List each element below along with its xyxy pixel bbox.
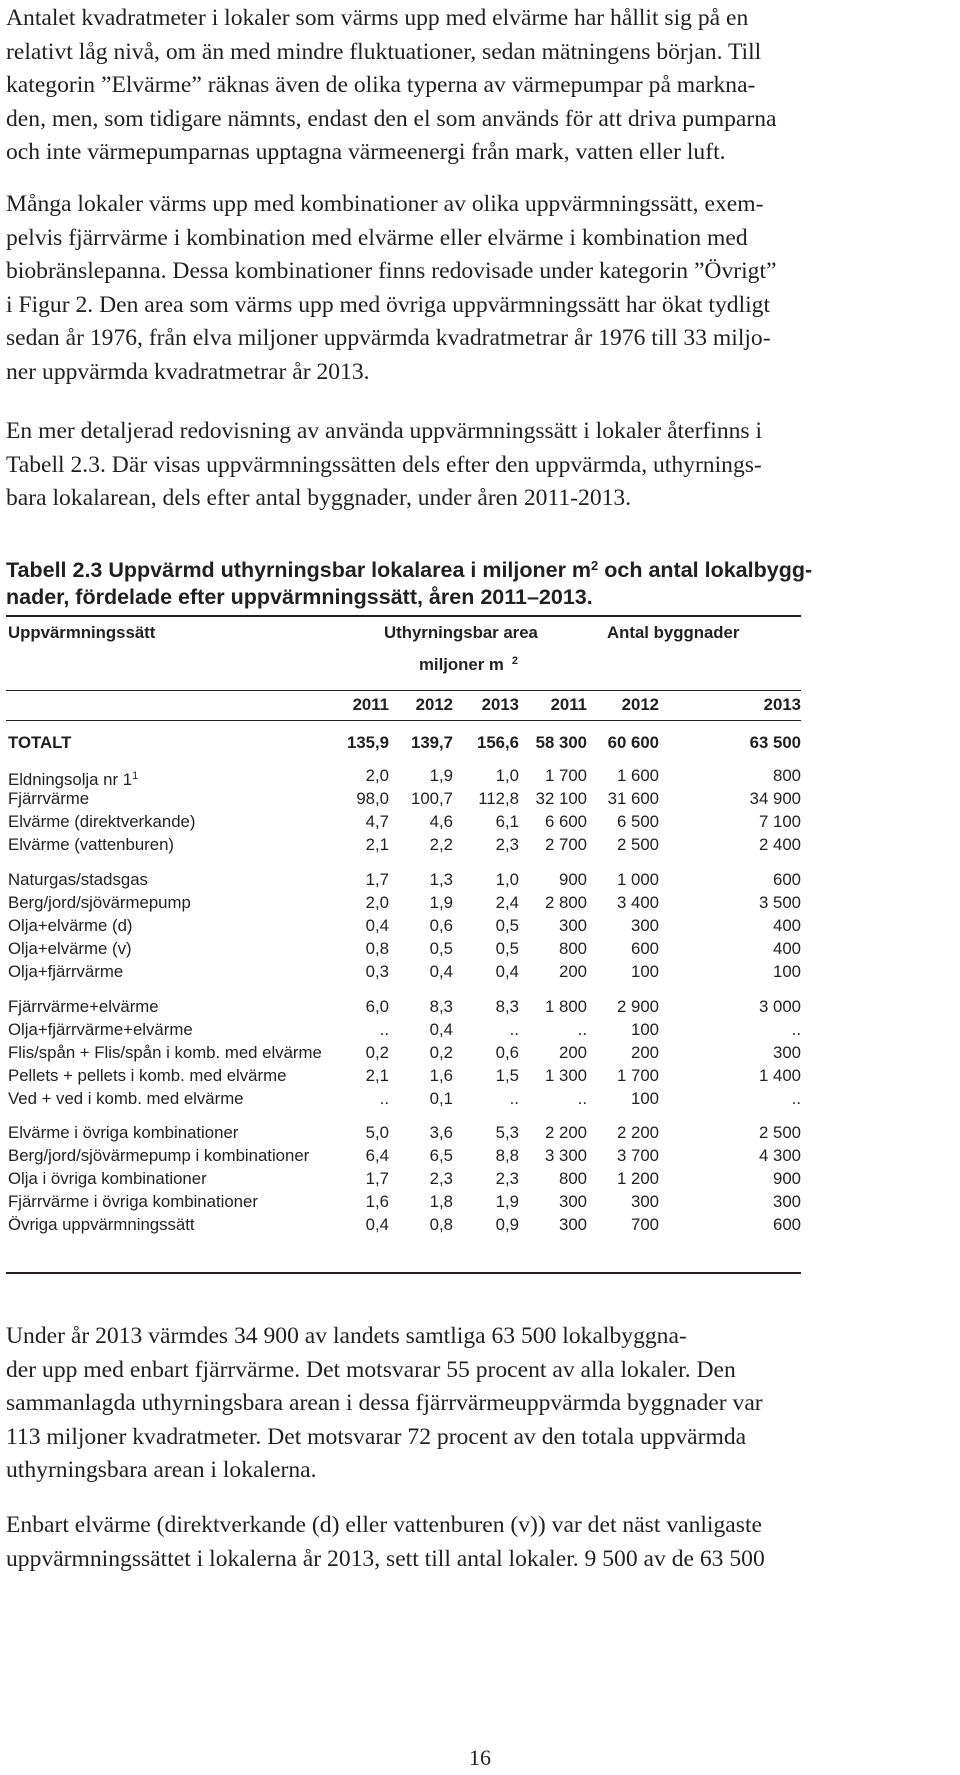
table-cell: 8,3	[429, 997, 453, 1016]
paragraph-4	[6, 1320, 954, 1488]
table-cell: 156,6	[477, 733, 519, 752]
table-cell: 2012	[415, 695, 453, 714]
row-label: Olja i övriga kombinationer	[8, 1169, 207, 1188]
text-line: och inte värmepumparnas upptagna värmeenergi från mark, vatten eller luft.	[6, 139, 726, 165]
table-cell: 2,4	[495, 893, 519, 912]
table-cell: 4,6	[429, 812, 453, 831]
table-cell: 900	[559, 870, 587, 889]
table-cell: 0,5	[429, 939, 453, 958]
text-line: ner uppvärmda kvadratmetrar år 2013.	[6, 358, 370, 385]
column-header-heating: Uppvärmningssätt	[8, 623, 156, 642]
text-line: sammanlagda uthyrningsbara arean i dessa fjärrvärmeuppvärmda byggnader var	[6, 1390, 763, 1416]
year-lower-rule	[6, 720, 801, 721]
row-label: Flis/spån + Flis/spån i komb. med elvärme	[8, 1043, 322, 1062]
table-cell: 6,1	[495, 812, 519, 831]
table-cell: 1,0	[495, 870, 519, 889]
row-label: Övriga uppvärmningssätt	[8, 1215, 195, 1234]
table-cell: 300	[559, 1192, 587, 1211]
row-label: Naturgas/stadsgas	[8, 870, 148, 889]
table-cell: 1,7	[365, 870, 389, 889]
table-cell: 600	[631, 939, 659, 958]
table-cell: 4,7	[365, 812, 389, 831]
table-cell: 0,3	[365, 962, 389, 981]
row-label: Olja+fjärrvärme+elvärme	[8, 1020, 193, 1039]
table-cell: 2,3	[495, 1169, 519, 1188]
table-cell: 1,7	[365, 1169, 389, 1188]
text-line: biobränslepanna. Dessa kombinationer finns redovisade under kategorin ”Övrigt”	[6, 258, 777, 284]
table-cell: 1,3	[429, 870, 453, 889]
table-cell: 100	[631, 1020, 659, 1039]
text-line: 113 miljoner kvadratmeter. Det motsvarar 72 procent av den totala uppvärmda	[6, 1423, 747, 1450]
row-label: Fjärrvärme i övriga kombinationer	[8, 1192, 258, 1211]
caption-line-1: Tabell 2.3 Uppvärmd uthyrningsbar lokalarea i miljoner $m^2$ och antal lokalbygg-	[6, 558, 813, 582]
table-cell: 2 700	[545, 835, 587, 854]
table-cell: 2 400	[759, 835, 801, 854]
table-cell: 100,7	[411, 789, 453, 808]
table-cell: ..	[791, 1089, 801, 1108]
paragraph-2	[6, 188, 954, 389]
row-label: Olja+fjärrvärme	[8, 962, 124, 981]
table-bottom-rule	[6, 1272, 801, 1274]
row-label: Olja+elvärme (d)	[8, 916, 133, 935]
column-header-area: Uthyrningsbar area	[384, 623, 538, 642]
table-cell: 300	[559, 916, 587, 935]
table-cell: 0,5	[495, 916, 519, 935]
table-cell: 400	[773, 916, 801, 935]
table-cell: ..	[509, 1089, 519, 1108]
row-label: Elvärme (vattenburen)	[8, 835, 175, 854]
table-cell: 0,6	[495, 1043, 519, 1062]
table-cell: ..	[791, 1020, 801, 1039]
table-caption	[6, 552, 936, 611]
table-cell: 2 200	[617, 1123, 659, 1142]
table-cell: 0,8	[365, 939, 389, 958]
paragraph-3	[6, 415, 954, 516]
table-cell: 0,9	[495, 1215, 519, 1234]
table-cell: 1 300	[545, 1066, 587, 1085]
table-cell: 400	[773, 939, 801, 958]
table-cell: 1,9	[429, 766, 453, 785]
table-cell: 2 800	[545, 893, 587, 912]
table-cell: 600	[773, 1215, 801, 1234]
table-cell: 2013	[763, 695, 801, 714]
table-cell: 900	[773, 1169, 801, 1188]
table-cell: 34 900	[749, 789, 801, 808]
table-cell: 1,8	[429, 1192, 453, 1211]
table-cell: 100	[631, 962, 659, 981]
table-cell: 7 100	[759, 812, 801, 831]
text-line: uppvärmningssättet i lokalerna år 2013, sett till antal lokaler. 9 500 av de 63 500	[6, 1545, 765, 1572]
text-line: i Figur 2. Den area som värms upp med övriga uppvärmningssätt har ökat tydligt	[6, 291, 771, 318]
table-cell: 2 500	[617, 835, 659, 854]
table-cell: 2,3	[429, 1169, 453, 1188]
table-cell: 112,8	[478, 789, 519, 808]
table-cell: ..	[577, 1020, 587, 1039]
table-cell: 1,6	[365, 1192, 389, 1211]
table-cell: 3 500	[759, 893, 801, 912]
page-number: 16	[469, 1745, 491, 1770]
table-cell: 700	[631, 1215, 659, 1234]
table-cell: 1,5	[495, 1066, 519, 1085]
row-label: Olja+elvärme (v)	[8, 939, 132, 958]
caption-line-2: nader, fördelade efter uppvärmningssätt, åren 2011–2013.	[6, 585, 593, 609]
table-cell: 200	[631, 1043, 659, 1062]
text-line: Enbart elvärme (direktverkande (d) eller vattenburen (v)) var det näst vanligaste	[6, 1512, 762, 1538]
table-cell: 2011	[352, 695, 389, 714]
table-cell: 2,1	[365, 835, 389, 854]
table-cell: 2 500	[759, 1123, 801, 1142]
row-label: Fjärrvärme	[8, 789, 90, 808]
table-cell: 0,8	[429, 1215, 453, 1234]
table-cell: 1 700	[617, 1066, 659, 1085]
row-label: Elvärme i övriga kombinationer	[8, 1123, 239, 1142]
table-cell: 8,8	[495, 1146, 519, 1165]
text-line: kategorin ”Elvärme” räknas även de olika typerna av värmepumpar på markna-	[6, 72, 756, 98]
footnote-marker: 1	[132, 770, 139, 782]
table-cell: 3 400	[617, 893, 659, 912]
table-cell: 2,0	[365, 893, 389, 912]
text-line: uthyrningsbara arean i lokalerna.	[6, 1457, 317, 1483]
table-cell: 0,2	[365, 1043, 389, 1062]
text-line: bara lokalarean, dels efter antal byggnader, under åren 2011-2013.	[6, 485, 632, 511]
text-line: Tabell 2.3. Där visas uppvärmningssätten dels efter den uppvärmda, uthyrnings-	[6, 451, 762, 478]
table-cell: 3 300	[545, 1146, 587, 1165]
table-cell: 0,4	[365, 916, 389, 935]
table-cell: 0,4	[429, 1020, 453, 1039]
table-cell: 60 600	[607, 733, 659, 752]
table-cell: 0,1	[429, 1089, 453, 1108]
paragraph-1	[6, 2, 954, 170]
text-line: Under år 2013 värmdes 34 900 av landets samtliga 63 500 lokalbyggna-	[6, 1323, 687, 1349]
table-cell: 100	[773, 962, 801, 981]
table-cell: 1 400	[759, 1066, 801, 1085]
table-cell: 800	[773, 766, 801, 785]
table-cell: 1 200	[617, 1169, 659, 1188]
row-label: Pellets + pellets i komb. med elvärme	[8, 1066, 287, 1085]
paragraph-5	[6, 1509, 954, 1576]
table-cell: 3 000	[759, 997, 801, 1016]
table-cell: 300	[773, 1043, 801, 1062]
table-cell: 5,3	[495, 1123, 519, 1142]
table-cell: 300	[631, 916, 659, 935]
table-cell: 2 900	[617, 997, 659, 1016]
table-cell: 32 100	[535, 789, 587, 808]
column-header-buildings: Antal byggnader	[607, 623, 740, 642]
text-line: pelvis fjärrvärme i kombination med elvärme eller elvärme i kombination med	[6, 224, 748, 251]
table-cell: 4 300	[759, 1146, 801, 1165]
table-cell: 2013	[481, 695, 519, 714]
heating-table	[6, 615, 801, 1275]
table-cell: 1 700	[545, 766, 587, 785]
row-label: TOTALT	[8, 733, 72, 752]
text-line: En mer detaljerad redovisning av använda uppvärmningssätt i lokaler återfinns i	[6, 418, 763, 444]
table-cell: 0,5	[495, 939, 519, 958]
row-label: Ved + ved i komb. med elvärme	[8, 1089, 244, 1108]
table-cell: 300	[559, 1215, 587, 1234]
table-cell: 2012	[621, 695, 659, 714]
table-cell: 0,6	[429, 916, 453, 935]
caption-superscript: 2	[591, 558, 599, 573]
table-cell: 31 600	[607, 789, 659, 808]
table-cell: ..	[379, 1089, 389, 1108]
text-line: Många lokaler värms upp med kombinationer av olika uppvärmningssätt, exem-	[6, 191, 764, 217]
table-cell: 300	[773, 1192, 801, 1211]
text-line: den, men, som tidigare nämnts, endast den el som används för att driva pumparna	[6, 105, 777, 132]
table-top-rule	[6, 615, 801, 617]
table-cell: 2011	[550, 695, 587, 714]
table-cell: 6,4	[365, 1146, 389, 1165]
table-cell: 1 800	[545, 997, 587, 1016]
table-cell: 135,9	[347, 733, 389, 752]
table-cell: 6 500	[617, 812, 659, 831]
row-label: Berg/jord/sjövärmepump i kombinationer	[8, 1146, 310, 1165]
table-cell: 98,0	[356, 789, 389, 808]
column-header-area-unit: miljoner m $^2$	[419, 655, 518, 674]
table-cell: 200	[559, 1043, 587, 1062]
table-cell: 3,6	[429, 1123, 453, 1142]
row-label: Eldningsolja nr $1^1$	[8, 770, 139, 789]
table-cell: 6 600	[545, 812, 587, 831]
table-cell: 6,0	[365, 997, 389, 1016]
text-line: der upp med enbart fjärrvärme. Det motsvarar 55 procent av alla lokaler. Den	[6, 1356, 736, 1383]
table-cell: 3 700	[617, 1146, 659, 1165]
table-cell: 2,2	[429, 835, 453, 854]
table-cell: 0,2	[429, 1043, 453, 1062]
table-cell: 0,4	[429, 962, 453, 981]
table-cell: 200	[559, 962, 587, 981]
table-cell: 5,0	[365, 1123, 389, 1142]
table-cell: 300	[631, 1192, 659, 1211]
table-cell: ..	[509, 1020, 519, 1039]
table-cell: 2 200	[545, 1123, 587, 1142]
row-label: Elvärme (direktverkande)	[8, 812, 196, 831]
table-cell: 1,6	[429, 1066, 453, 1085]
table-cell: 1,9	[429, 893, 453, 912]
table-cell: ..	[379, 1020, 389, 1039]
table-cell: 63 500	[749, 733, 801, 752]
table-cell: 1,0	[495, 766, 519, 785]
table-cell: ..	[577, 1089, 587, 1108]
table-cell: 0,4	[365, 1215, 389, 1234]
table-cell: 1,9	[495, 1192, 519, 1211]
table-cell: 2,3	[495, 835, 519, 854]
table-cell: 8,3	[495, 997, 519, 1016]
table-cell: 139,7	[411, 733, 453, 752]
table-cell: 800	[559, 1169, 587, 1188]
table-cell: 0,4	[495, 962, 519, 981]
table-cell: 2,1	[365, 1066, 389, 1085]
table-cell: 1 600	[617, 766, 659, 785]
text-line: Antalet kvadratmeter i lokaler som värms upp med elvärme har hållit sig på en	[6, 5, 749, 31]
table-cell: 600	[773, 870, 801, 889]
year-upper-rule	[6, 690, 801, 691]
table-cell: 58 300	[535, 733, 587, 752]
row-label: Berg/jord/sjövärmepump	[8, 893, 191, 912]
table-cell: 800	[559, 939, 587, 958]
table-cell: 1 000	[617, 870, 659, 889]
table-cell: 2,0	[365, 766, 389, 785]
row-label: Fjärrvärme+elvärme	[8, 997, 159, 1016]
table-cell: 100	[631, 1089, 659, 1108]
table-cell: 6,5	[429, 1146, 453, 1165]
text-line: sedan år 1976, från elva miljoner uppvärmda kvadratmetrar år 1976 till 33 miljo-	[6, 325, 771, 351]
text-line: relativt låg nivå, om än med mindre fluktuationer, sedan mätningens början. Till	[6, 38, 762, 65]
